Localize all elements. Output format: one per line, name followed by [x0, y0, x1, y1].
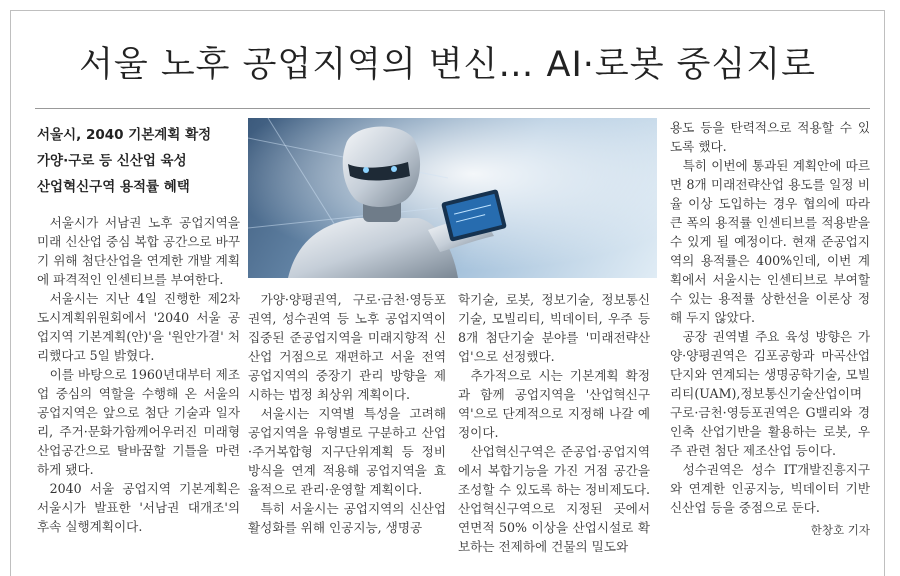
article-paragraph: 특히 서울시는 공업지역의 신산업 활성화를 위해 인공지능, 생명공: [248, 501, 446, 535]
article-paragraph: 산업혁신구역은 준공업·공업지역에서 복합기능을 가진 거점 공간을 조성할 수 있도록 하는 정비제도다. 산업혁신구역으로 지정된 곳에서 연면적 50% 이상을 산업시설로 확보하는 전제하에 건물의 밀도와: [458, 444, 650, 554]
article-paragraph: 2040 서울 공업지역 기본계획은 서울시가 발표한 '서남권 대개조'의 후속 실행계획이다.: [37, 481, 240, 534]
article-paragraph: 용도 등을 탄력적으로 적용할 수 있도록 했다.: [670, 120, 870, 154]
article-paragraph: 공장 권역별 주요 육성 방향은 가양·양평권역은 김포공항과 마곡산업단지와 연계되는 생명공학기술, 모빌리티(UAM),정보통신기술산업이며 구로·금천·영등포권역은 G밸리와 경인축 산업기반을 활용하는 로봇, 우주 관련 첨단 제조산업 등이다.: [670, 329, 870, 458]
deck-line: 가양·구로 등 신산업 육성: [37, 153, 187, 169]
robot-photo: [248, 118, 657, 278]
article-column-3: [458, 290, 650, 556]
article-paragraph: 성수권역은 성수 IT개발진흥지구와 연계한 인공지능, 빅데이터 기반 신산업 등을 중점으로 둔다.: [670, 462, 870, 515]
article-paragraph: 학기술, 로봇, 정보기술, 정보통신기술, 모빌리티, 빅데이터, 우주 등 8개 첨단기술 분야를 '미래전략산업'으로 선정했다.: [458, 292, 650, 364]
article-paragraph: 특히 이번에 통과된 계획안에 따르면 8개 미래전략산업 용도를 일정 비율 이상 도입하는 경우 협의에 따라 큰 폭의 용적률 인센티브를 적용받을 수 있게 될 예정이다. 현재 준공업지역의 용적률은 400%인데, 이번 계획에서 서울시는 인센티브로 부여할 수 있는 용적률 상한선을 이론상 정해 두지 않았다.: [670, 158, 870, 325]
article-column-2: [248, 290, 446, 537]
robot-illustration: [248, 118, 657, 278]
article-column-1: [37, 213, 240, 536]
article-column-4: [670, 118, 870, 540]
headline: 서울 노후 공업지역의 변신… AI·로봇 중심지로: [79, 45, 816, 85]
article-paragraph: 이를 바탕으로 1960년대부터 제조업 중심의 역할을 수행해 온 서울의 공업지역은 앞으로 첨단 기술과 일자리, 주거·문화가함께어우러진 미래형 산업공간으로 탈바꿈할 기틀을 마련하게 됐다.: [37, 367, 240, 477]
subheadline-deck: [37, 122, 237, 200]
deck-line: 서울시, 2040 기본계획 확정: [37, 127, 212, 143]
deck-line: 산업혁신구역 용적률 혜택: [37, 179, 190, 195]
article-paragraph: 서울시가 서남권 노후 공업지역을 미래 신산업 중심 복합 공간으로 바꾸기 위해 첨단산업을 연계한 개발 계획에 파격적인 인센티브를 부여한다.: [37, 215, 240, 287]
byline: 한창호 기자: [810, 523, 870, 537]
article-paragraph: 서울시는 지역별 특성을 고려해 공업지역을 유형별로 구분하고 산업·주거복합형 지구단위계획 등 정비방식을 연계 적용해 공업지역을 효율적으로 관리·운영할 계획이다.: [248, 406, 446, 497]
article-paragraph: 서울시는 지난 4일 진행한 제2차 도시계획위원회에서 '2040 서울 공업지역 기본계획(안)'을 '원안가결' 처리했다고 5일 밝혔다.: [37, 291, 240, 363]
article-paragraph: 가양·양평권역, 구로·금천·영등포권역, 성수권역 등 노후 공업지역이 집중된 준공업지역을 미래지향적 신산업 거점으로 재편하고 서울 전역 공업지역의 중장기 관리 방향을 제시하는 법정 최상위 계획이다.: [248, 292, 446, 402]
headline-rule: [35, 108, 870, 109]
article-paragraph: 추가적으로 시는 기본계획 확정과 함께 공업지역을 '산업혁신구역'으로 단계적으로 지정해 나갈 예정이다.: [458, 368, 650, 440]
